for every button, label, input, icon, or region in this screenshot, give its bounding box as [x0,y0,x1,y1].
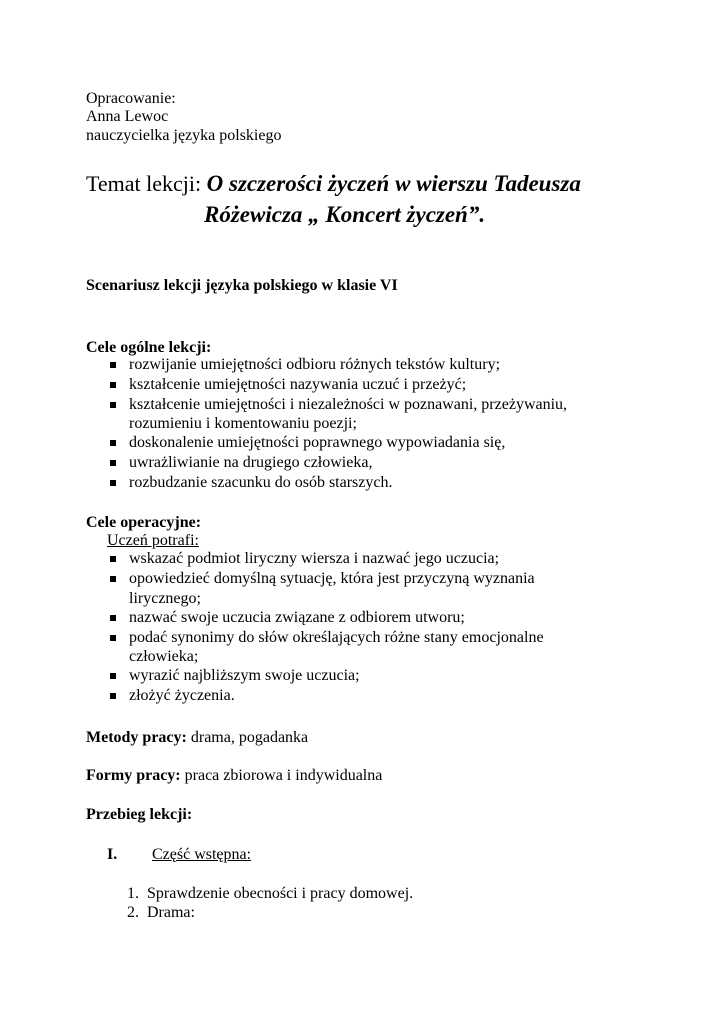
bullet-icon [110,693,116,699]
bullet-icon [110,402,116,408]
bullet-icon [110,615,116,621]
general-goal-item: kształcenie umiejętności i niezależności w poznawani, przeżywaniu, [129,396,568,413]
general-goal-item: kształcenie umiejętności nazywania uczuć i przeżyć; [129,376,467,393]
operational-goals-subheading: Uczeń potrafi: [107,532,199,549]
general-goal-item: doskonalenie umiejętności poprawnego wypowiadania się, [129,434,506,451]
author-role: nauczycielka języka polskiego [86,127,282,144]
methods-label: Metody pracy: [86,729,187,746]
author-name: Anna Lewoc [86,108,169,125]
forms-value: praca zbiorowa i indywidualna [180,767,383,784]
operational-goal-item-continuation: człowieka; [129,648,199,665]
bullet-icon [110,635,116,641]
title-label: Temat lekcji: [86,171,207,196]
operational-goal-item: wskazać podmiot liryczny wiersza i nazwać jego uczucia; [129,550,500,567]
step-number: 2. [127,904,139,921]
operational-goal-item: opowiedzieć domyślną sytuację, która jest przyczyną wyznania [129,570,535,587]
bullet-icon [110,362,116,368]
bullet-icon [110,460,116,466]
operational-goal-item: złożyć życzenia. [129,687,235,704]
lesson-title [86,171,581,197]
methods-line [86,728,308,748]
bullet-icon [110,556,116,562]
step-number: 1. [127,885,139,902]
bullet-icon [110,673,116,679]
title-line2: Różewicza „ Koncert życzeń”. [204,202,486,227]
course-heading: Przebieg lekcji: [86,806,193,823]
step-text: Sprawdzenie obecności i pracy domowej. [147,885,414,902]
operational-goal-item: nazwać swoje uczucia związane z odbiorem utworu; [129,609,465,626]
title-line1: O szczerości życzeń w wierszu Tadeusza [206,171,581,196]
general-goals-heading: Cele ogólne lekcji: [86,339,212,356]
general-goal-item: uwrażliwianie na drugiego człowieka, [129,454,373,471]
author-label: Opracowanie: [86,90,176,107]
forms-label: Formy pracy: [86,767,181,784]
methods-value: drama, pogadanka [186,729,309,746]
operational-goal-item-continuation: lirycznego; [129,590,201,607]
operational-goal-item: podać synonimy do słów określających różne stany emocjonalne [129,629,544,646]
section-number: I. [107,846,118,863]
bullet-icon [110,576,116,582]
bullet-icon [110,440,116,446]
scenario-heading: Scenariusz lekcji języka polskiego w klasie VI [86,277,398,294]
general-goal-item-continuation: rozumieniu i komentowaniu poezji; [129,415,357,432]
bullet-icon [110,382,116,388]
general-goal-item: rozwijanie umiejętności odbioru różnych tekstów kultury; [129,356,501,373]
forms-line [86,766,382,786]
operational-goal-item: wyrazić najbliższym swoje uczucia; [129,667,360,684]
step-text: Drama: [147,904,195,921]
operational-goals-heading: Cele operacyjne: [86,514,202,531]
bullet-icon [110,480,116,486]
general-goal-item: rozbudzanie szacunku do osób starszych. [129,474,393,491]
section-title: Część wstępna: [152,846,252,863]
